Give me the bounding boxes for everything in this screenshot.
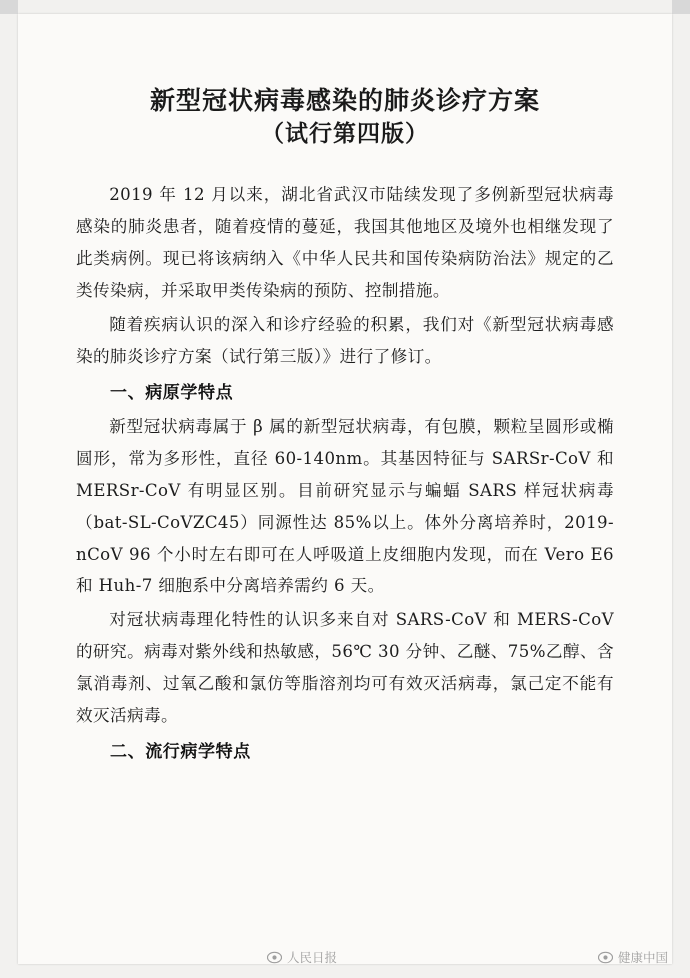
document-subtitle: （试行第四版） <box>261 120 429 147</box>
document-content <box>18 14 672 768</box>
watermark-right <box>598 948 668 966</box>
paragraph: 2019 年 12 月以来，湖北省武汉市陆续发现了多例新型冠状病毒感染的肺炎患者，随着疫情的蔓延，我国其他地区及境外也相继发现了此类病例。现已将该病纳入《中华人民共和国传染病防治法》规定的乙类传染病，并采取甲类传染病的预防、控制措施。 <box>76 185 614 300</box>
section-heading: 一、病原学特点 <box>110 382 234 403</box>
paragraph: 对冠状病毒理化特性的认识多来自对 SARS-CoV 和 MERS-CoV 的研究。病毒对紫外线和热敏感，56℃ 30 分钟、乙醚、75%乙醇、含氯消毒剂、过氧乙酸和氯仿等脂溶剂均可有效灭活病毒，氯己定不能有效灭活病毒。 <box>76 610 614 725</box>
watermark-left-label: 人民日报 <box>287 951 338 965</box>
watermark-left <box>267 948 337 966</box>
weibo-eye-icon <box>267 951 282 964</box>
weibo-eye-icon <box>598 951 613 964</box>
paragraph: 新型冠状病毒属于 β 属的新型冠状病毒，有包膜，颗粒呈圆形或椭圆形，常为多形性，直径 60-140nm。其基因特征与 SARSr-CoV 和 MERSr-CoV 有明显区别。目前研究显示与蝙蝠 SARS 样冠状病毒（bat-SL-CoVZC45）同源性达 85%以上。体外分离培养时，2019-nCoV 96 个小时左右即可在人呼吸道上皮细胞内发现，而在 Vero E6 和 Huh-7 细胞系中分离培养需约 6 天。 <box>76 417 614 596</box>
page-corner-top-left <box>0 0 18 14</box>
document-page <box>18 14 672 964</box>
section-heading: 二、流行病学特点 <box>110 741 251 762</box>
paragraph: 随着疾病认识的深入和诊疗经验的积累，我们对《新型冠状病毒感染的肺炎诊疗方案（试行第三版）》进行了修订。 <box>76 314 614 366</box>
page-corner-top-right <box>672 0 690 14</box>
document-title: 新型冠状病毒感染的肺炎诊疗方案 <box>149 86 540 115</box>
watermark-row <box>0 940 690 970</box>
document-body <box>76 179 614 768</box>
watermark-right-label: 健康中国 <box>617 951 668 965</box>
